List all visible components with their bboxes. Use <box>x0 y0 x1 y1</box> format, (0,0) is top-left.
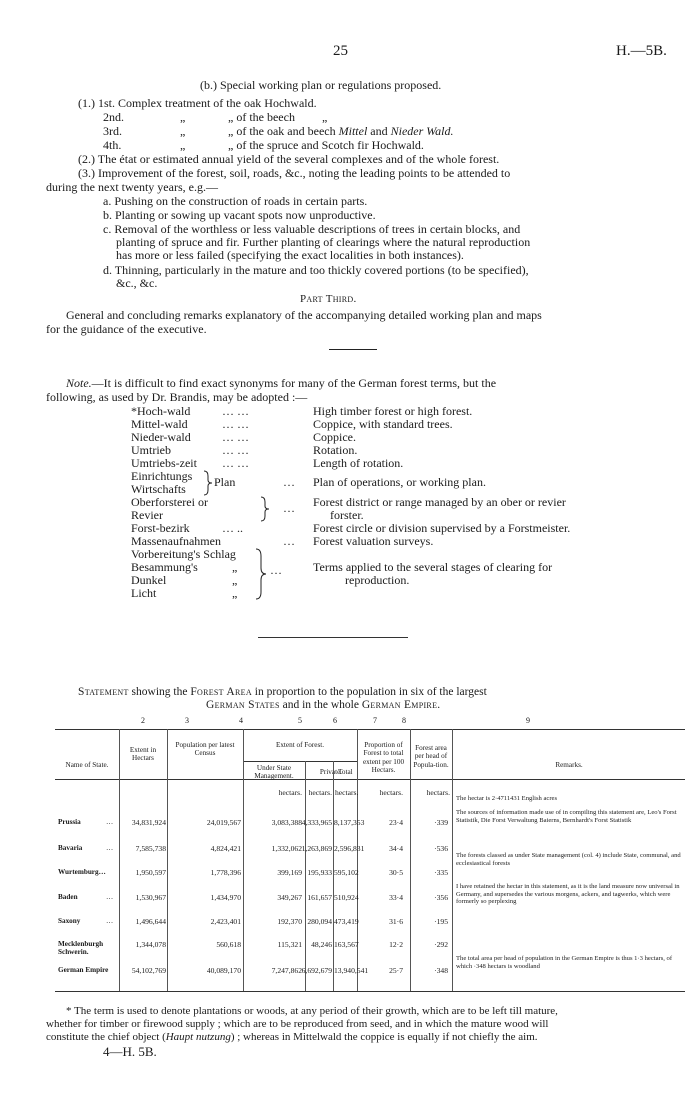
term-de: Umtriebs-zeit <box>131 456 197 470</box>
term-de: Dunkel <box>131 573 167 587</box>
cell-pop: 1,778,396 <box>210 868 241 877</box>
leader-dots: … <box>270 563 282 577</box>
table-sub-rule <box>243 761 357 762</box>
term-de: Mittel-wald <box>131 417 188 431</box>
remark: The sources of information made use of in compiling this statement are, Leo's Forst Statistik, Die Forst Verwaltung Baierns, Bernhardt's Forst Statistik <box>456 809 677 824</box>
remark: The hectar is 2·4711431 English acres <box>456 795 558 802</box>
item1-2nd: 2nd. <box>103 110 124 124</box>
leader-dots: … <box>106 917 114 925</box>
part-third-line2: for the guidance of the executive. <box>46 322 207 336</box>
cell-head: ·536 <box>434 844 448 853</box>
term-de: Nieder-wald <box>131 430 191 444</box>
term-en: Forest valuation surveys. <box>313 534 434 548</box>
brace-icon <box>260 496 270 522</box>
ditto-mark: „ <box>232 586 238 600</box>
leader-dots: … .. <box>222 521 243 535</box>
brace-icon <box>255 548 267 600</box>
plan-label: Plan <box>214 475 236 489</box>
leader-dots: … <box>106 818 114 826</box>
item-b: b. Planting or sowing up vacant spots now unproductive. <box>103 208 376 222</box>
ditto-mark: „ <box>322 110 328 124</box>
cell-pop: 4,824,421 <box>210 844 241 853</box>
leader-dots: … … <box>222 430 249 444</box>
note-line1: Note.—It is difficult to find exact synonyms for many of the German forest terms, but the <box>66 376 497 390</box>
column-number: 4 <box>239 716 243 725</box>
item1-3rd: 3rd. <box>103 124 122 138</box>
term-en: Coppice. <box>313 430 356 444</box>
signature-mark: 4—H. 5B. <box>103 1044 157 1059</box>
item1-3rd-text: „ of the oak and beech Mittel and Nieder Wald. <box>228 124 454 138</box>
item-c-line1: c. Removal of the worthless or less valuable descriptions of trees in certain blocks, and <box>103 222 521 236</box>
item-c-line3: has more or less failed (specifying the exact localities in both instances). <box>116 248 464 262</box>
cell-extent: 1,344,078 <box>135 940 166 949</box>
cell-pop: 40,089,170 <box>206 966 241 975</box>
cell-head: ·195 <box>434 917 448 926</box>
cell-extent: 1,530,967 <box>135 893 166 902</box>
header-extent-of-forest: Extent of Forest. <box>275 741 325 749</box>
header-forest-area: Forest area per head of Popula-tion. <box>413 744 449 769</box>
item-a: a. Pushing on the construction of roads in certain parts. <box>103 194 368 208</box>
footnote-line1: * The term is used to denote plantations or woods, at any period of their growth, which are to be left till mature, <box>66 1005 558 1017</box>
term-de: Forst-bezirk <box>131 521 190 535</box>
state-name: Wurtemburg… <box>58 868 106 876</box>
item1-2nd-text: „ of the beech <box>228 110 295 124</box>
leader-dots: … … <box>222 443 249 457</box>
cell-state: 399,169 <box>277 868 302 877</box>
cell-prop: 31·6 <box>389 917 403 926</box>
cell-prop: 30·5 <box>389 868 403 877</box>
state-name: Mecklenburgh Schwerin. <box>58 940 104 957</box>
unit-label: hectars. <box>379 788 403 797</box>
column-number: 3 <box>185 716 189 725</box>
table-bottom-rule <box>55 991 685 992</box>
term-en: Forest circle or division supervised by a Forstmeister. <box>313 521 571 535</box>
cell-private: 1,263,869 <box>301 844 332 853</box>
header-name-of-state: Name of State. <box>65 761 109 769</box>
leader-dots: … … <box>222 404 249 418</box>
column-rule <box>119 729 120 991</box>
cell-prop: 33·4 <box>389 893 403 902</box>
term-de: Einrichtungs <box>131 469 193 483</box>
brace-icon <box>203 470 213 496</box>
cell-extent: 1,496,644 <box>135 917 166 926</box>
remark: I have retained the hectar in this statement, as it is the land measure now universal in Germany, and supersedes the various morgens, ackers, and tagwerks, which were formerly so perplexing <box>456 883 680 906</box>
term-de: Umtrieb <box>131 443 171 457</box>
leader-dots: … <box>106 893 114 901</box>
header-under-state: Under State Management. <box>254 764 294 781</box>
unit-label: hectars. <box>308 788 332 797</box>
ditto-mark: „ <box>180 110 186 124</box>
term-de: Licht <box>131 586 157 600</box>
divider <box>329 349 377 350</box>
item-d-line1: d. Thinning, particularly in the mature and too thickly covered portions (to be specified), <box>103 263 529 277</box>
cell-state: 7,247,862 <box>271 966 302 975</box>
item2: (2.) The état or estimated annual yield of the several complexes and of the whole forest. <box>78 152 500 166</box>
cell-pop: 560,618 <box>216 940 241 949</box>
term-de: Massenaufnahmen <box>131 534 221 548</box>
leader-dots: … <box>106 844 114 852</box>
term-en: Rotation. <box>313 443 358 457</box>
cell-total: 2,596,831 <box>334 844 365 853</box>
cell-total: 163,567 <box>334 940 359 949</box>
cell-private: 280,094 <box>307 917 332 926</box>
cell-private: 48,246 <box>311 940 332 949</box>
table-top-rule <box>55 729 685 730</box>
cell-total: 473,419 <box>334 917 359 926</box>
header-proportion: Proportion of Forest to total extent per 100 Hectars. <box>362 741 405 775</box>
cell-state: 1,332,062 <box>271 844 302 853</box>
item3-line2: during the next twenty years, e.g.— <box>46 180 218 194</box>
term-en: High timber forest or high forest. <box>313 404 473 418</box>
cell-pop: 24,019,567 <box>206 818 241 827</box>
state-name: Baden <box>58 893 78 901</box>
cell-head: ·339 <box>434 818 448 827</box>
ditto-mark: „ <box>232 560 238 574</box>
document-reference: H.—5B. <box>616 43 667 59</box>
column-number: 5 <box>298 716 302 725</box>
item1-4th-text: „ of the spruce and Scotch fir Hochwald. <box>228 138 424 152</box>
header-population: Population per latest Census <box>175 741 235 758</box>
statement-title-line1: Statement showing the Forest Area in proportion to the population in six of the largest <box>78 686 487 698</box>
state-name: German Empire <box>58 966 109 974</box>
cell-head: ·335 <box>434 868 448 877</box>
cell-prop: 34·4 <box>389 844 403 853</box>
state-name: Saxony <box>58 917 81 925</box>
leader-dots: … <box>283 501 295 515</box>
ditto-mark: „ <box>180 138 186 152</box>
header-remarks: Remarks. <box>555 761 583 769</box>
column-number: 7 <box>373 716 377 725</box>
cell-prop: 12·2 <box>389 940 403 949</box>
section-b-heading: (b.) Special working plan or regulations proposed. <box>200 78 442 92</box>
item-c-line2: planting of spruce and fir. Further planting of clearings where the natural reproduction <box>116 235 531 249</box>
header-total: Total <box>338 768 353 776</box>
cell-private: 161,657 <box>307 893 332 902</box>
state-name: Bavaria <box>58 844 83 852</box>
cell-state: 349,267 <box>277 893 302 902</box>
divider <box>258 637 408 638</box>
column-number: 6 <box>333 716 337 725</box>
leader-dots: … … <box>222 456 249 470</box>
ditto-mark: „ <box>180 124 186 138</box>
statement-title-line2: German States and in the whole German Empire. <box>206 699 441 711</box>
header-extent: Extent in Hectars <box>129 746 157 763</box>
term-en: forster. <box>330 508 364 522</box>
cell-prop: 23·4 <box>389 818 403 827</box>
cell-head: ·356 <box>434 893 448 902</box>
part-third-heading: Part Third. <box>300 293 357 305</box>
leader-dots: … <box>283 475 295 489</box>
cell-private: 4,333,965 <box>301 818 332 827</box>
term-en: Length of rotation. <box>313 456 404 470</box>
cell-head: ·348 <box>434 966 448 975</box>
term-de: *Hoch-wald <box>131 404 191 418</box>
cell-total: 595,102 <box>334 868 359 877</box>
cell-pop: 2,423,401 <box>210 917 241 926</box>
leader-dots: … <box>283 534 295 548</box>
term-de: Vorbereitung's Schlag <box>131 547 236 561</box>
table-header-rule <box>55 779 685 780</box>
term-en: Terms applied to the several stages of clearing for <box>313 560 553 574</box>
cell-private: 195,933 <box>307 868 332 877</box>
column-number: 8 <box>402 716 406 725</box>
cell-extent: 1,950,597 <box>135 868 166 877</box>
item1-4th: 4th. <box>103 138 122 152</box>
cell-extent: 34,831,924 <box>131 818 166 827</box>
term-en: Coppice, with standard trees. <box>313 417 453 431</box>
footnote-line2: whether for timber or firewood supply ; which are to be reproduced from seed, and in which the mature wood will <box>46 1018 549 1030</box>
cell-head: ·292 <box>434 940 448 949</box>
unit-label: hectars. <box>335 788 359 797</box>
header-private: Private. <box>319 768 343 776</box>
state-name: Prussia <box>58 818 81 826</box>
cell-state: 3,083,388 <box>271 818 302 827</box>
cell-extent: 54,102,769 <box>131 966 166 975</box>
remark: The total area per head of population in the German Empire is thus 1·3 hectars, of which ·348 hectars is woodland <box>456 955 673 970</box>
item1-line1: (1.) 1st. Complex treatment of the oak Hochwald. <box>78 96 317 110</box>
cell-pop: 1,434,970 <box>210 893 241 902</box>
term-de: Revier <box>131 508 163 522</box>
cell-total: 8,137,353 <box>334 818 365 827</box>
part-third-line1: General and concluding remarks explanatory of the accompanying detailed working plan and maps <box>66 308 542 322</box>
term-en: Forest district or range managed by an ober or revier <box>313 495 566 509</box>
unit-label: hectars. <box>278 788 302 797</box>
column-number: 2 <box>141 716 145 725</box>
cell-total: 13,940,541 <box>334 966 369 975</box>
cell-total: 510,924 <box>334 893 359 902</box>
remark: The forests classed as under State management (col. 4) include State, communal, and ecclesiastical forests <box>456 852 681 867</box>
note-line2: following, as used by Dr. Brandis, may be adopted :— <box>46 390 308 404</box>
cell-private: 6,692,679 <box>301 966 332 975</box>
term-de: Wirtschafts <box>131 482 186 496</box>
item3-line1: (3.) Improvement of the forest, soil, roads, &c., noting the leading points to be attended to <box>78 166 511 180</box>
cell-state: 115,321 <box>277 940 302 949</box>
column-rule <box>167 729 168 991</box>
page-number: 25 <box>333 43 348 59</box>
leader-dots: … … <box>222 417 249 431</box>
term-de: Besammung's <box>131 560 198 574</box>
unit-label: hectars. <box>426 788 450 797</box>
cell-extent: 7,585,738 <box>135 844 166 853</box>
footnote-line3: constitute the chief object (Haupt nutzung) ; whereas in Mittelwald the coppice is equally if not chiefly the aim. <box>46 1031 538 1043</box>
column-number: 9 <box>526 716 530 725</box>
term-en: Plan of operations, or working plan. <box>313 475 486 489</box>
term-en: reproduction. <box>345 573 410 587</box>
ditto-mark: „ <box>232 573 238 587</box>
cell-prop: 25·7 <box>389 966 403 975</box>
cell-state: 192,370 <box>277 917 302 926</box>
term-de: Oberforsterei or <box>131 495 208 509</box>
item-d-line2: &c., &c. <box>116 276 158 290</box>
